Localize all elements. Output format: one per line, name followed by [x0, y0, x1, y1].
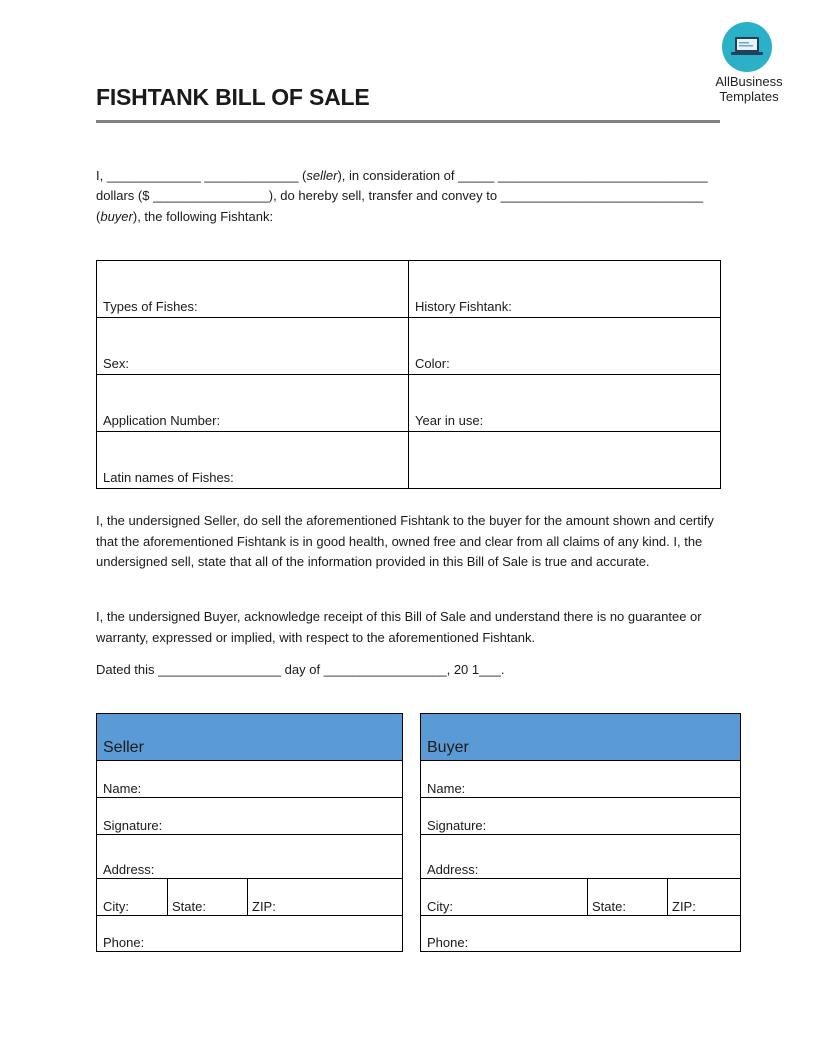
logo-text [708, 74, 790, 104]
seller-state-label: State: [172, 899, 206, 914]
seller-zip-label: ZIP: [252, 899, 276, 914]
buyer-phone-label: Phone: [427, 935, 469, 950]
logo-brand-line2: Templates [719, 89, 779, 104]
dated-line: Dated this _________________ day of _________________, 20 1___. [96, 662, 505, 677]
buyer-name-row[interactable] [421, 761, 740, 798]
empty-field[interactable] [409, 432, 721, 489]
table-row [97, 261, 721, 318]
buyer-city-divider [587, 879, 588, 915]
year-in-use-field[interactable]: Year in use: [409, 375, 721, 432]
buyer-header-label: Buyer [427, 739, 469, 756]
seller-statement: I, the undersigned Seller, do sell the aforementioned Fishtank to the buyer for the amount shown and certify that the aforementioned Fishtank is in good health, owned free and clear from all claims of any kind. I, the undersigned sell, state that all of the information provided in this Bill of Sale is true and accurate. [96, 513, 714, 569]
intro-line-1-start: I, _____________ _____________ ( [96, 168, 307, 183]
buyer-term: buyer [100, 209, 133, 224]
sex-field[interactable]: Sex: [97, 318, 409, 375]
buyer-city-state-zip-row[interactable] [421, 879, 740, 916]
seller-state-divider [247, 879, 248, 915]
seller-address-label: Address: [103, 862, 155, 877]
seller-header-label: Seller [103, 739, 144, 756]
logo-brand-line1: AllBusiness [715, 74, 783, 89]
history-fishtank-field[interactable]: History Fishtank: [409, 261, 721, 318]
seller-phone-label: Phone: [103, 935, 145, 950]
buyer-state-divider [667, 879, 668, 915]
buyer-state-label: State: [592, 899, 626, 914]
buyer-statement: I, the undersigned Buyer, acknowledge receipt of this Bill of Sale and understand there is no guarantee or warranty, expressed or implied, with respect to the aforementioned Fishtank. [96, 609, 702, 645]
buyer-address-row[interactable] [421, 835, 740, 879]
allbusiness-logo [716, 22, 794, 112]
title-divider [96, 120, 720, 123]
laptop-icon [730, 34, 764, 60]
table-row [97, 375, 721, 432]
color-field[interactable]: Color: [409, 318, 721, 375]
seller-signature-label: Signature: [103, 818, 163, 833]
buyer-header [421, 714, 740, 761]
intro-line-1-end: ), in consideration of _____ _____________________________ [337, 168, 708, 183]
intro-line-2: dollars ($ ________________), do hereby sell, transfer and convey to ____________________________ [96, 188, 704, 203]
buyer-signature-label: Signature: [427, 818, 487, 833]
seller-name-label: Name: [103, 781, 142, 796]
latin-names-field[interactable]: Latin names of Fishes: [97, 432, 409, 489]
seller-city-divider [167, 879, 168, 915]
buyer-city-label: City: [427, 899, 453, 914]
table-row [97, 432, 721, 489]
seller-city-label: City: [103, 899, 129, 914]
table-row [97, 318, 721, 375]
types-of-fishes-field[interactable]: Types of Fishes: [97, 261, 409, 318]
page-title: FISHTANK BILL OF SALE [96, 84, 370, 110]
buyer-signature-box [420, 713, 741, 952]
seller-name-row[interactable] [97, 761, 402, 798]
intro-line-3 [96, 209, 736, 224]
seller-address-row[interactable] [97, 835, 402, 879]
seller-term: seller [306, 168, 338, 183]
buyer-phone-row[interactable] [421, 916, 740, 951]
seller-city-state-zip-row[interactable] [97, 879, 402, 916]
seller-signature-box [96, 713, 403, 952]
buyer-zip-label: ZIP: [672, 899, 696, 914]
buyer-signature-row[interactable] [421, 798, 740, 835]
intro-line-3-start: ( [96, 209, 101, 224]
buyer-address-label: Address: [427, 862, 479, 877]
seller-phone-row[interactable] [97, 916, 402, 951]
seller-signature-row[interactable] [97, 798, 402, 835]
buyer-name-label: Name: [427, 781, 466, 796]
intro-line-3-end: ), the following Fishtank: [132, 209, 274, 224]
seller-header [97, 714, 402, 761]
intro-line-1 [96, 168, 736, 183]
fishtank-details-table [96, 260, 721, 489]
application-number-field[interactable]: Application Number: [97, 375, 409, 432]
